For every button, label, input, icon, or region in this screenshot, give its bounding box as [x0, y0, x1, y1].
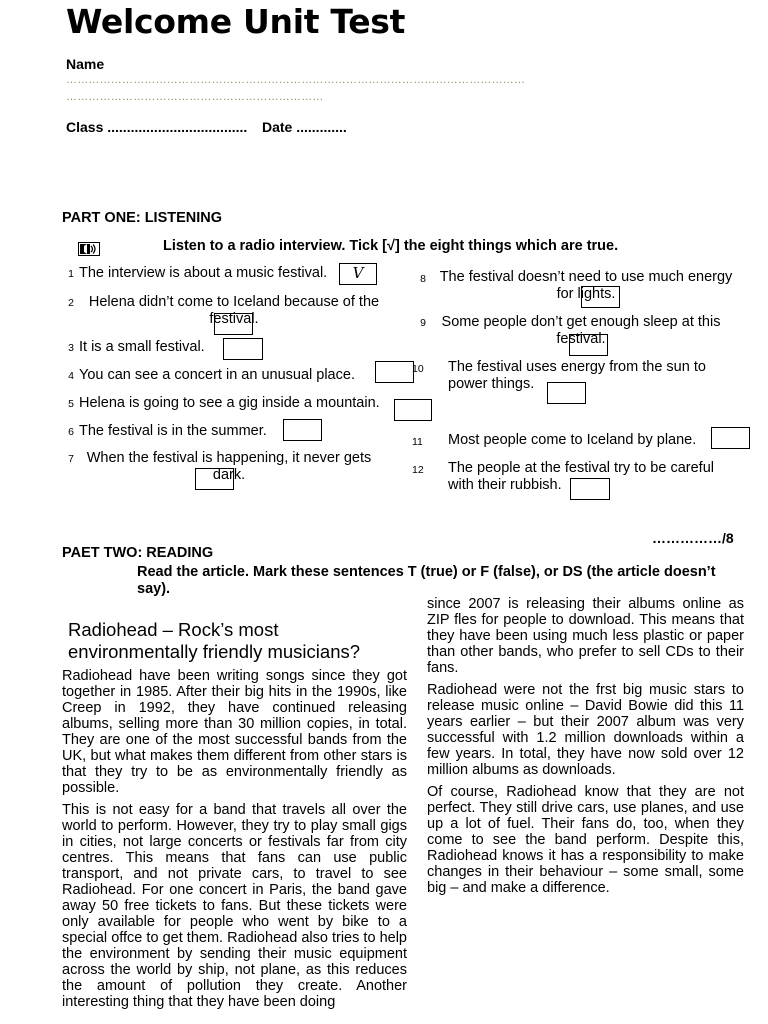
answer-box-5[interactable]	[394, 399, 432, 421]
name-field-line-1[interactable]: ……………………………………………………………………………………………………………	[66, 74, 526, 86]
answer-box-9[interactable]	[569, 334, 608, 356]
answer-box-3[interactable]	[223, 338, 263, 360]
item-number: 7	[68, 453, 74, 465]
name-field-line-2[interactable]: ……………………………………………………………	[66, 91, 324, 103]
statement-4: You can see a concert in an unusual place.	[79, 367, 355, 383]
page-title: Welcome Unit Test	[66, 2, 406, 41]
item-number: 9	[420, 317, 426, 329]
article-left-column	[62, 668, 407, 1016]
statement-3: It is a small festival.	[79, 339, 205, 355]
class-field[interactable]: Class ....................................	[66, 119, 248, 135]
audio-speaker-icon[interactable]	[78, 242, 100, 256]
answer-box-10[interactable]	[547, 382, 586, 404]
name-label: Name	[66, 56, 105, 72]
item-number: 8	[420, 273, 426, 285]
article-paragraph: Radiohead have been writing songs since they got together in 1985. After their big hits in the 1990s, like Creep in 1992, they have continued releasing albums, selling more than 30 million copies, in total. They are one of the most successful bands from the UK, but what makes them different from other stars is that they try to be as environmentally friendly as possible.	[62, 668, 407, 796]
statement-5: Helena is going to see a gig inside a mountain.	[79, 395, 380, 411]
answer-box-12[interactable]	[570, 478, 610, 500]
item-number: 11	[412, 436, 423, 448]
part-one-score: ……………/8	[652, 530, 734, 546]
answer-box-8[interactable]	[581, 286, 620, 308]
answer-box-4[interactable]	[375, 361, 414, 383]
item-number: 1	[68, 268, 74, 280]
statement-12: The people at the festival try to be careful with their rubbish.	[448, 460, 714, 493]
statement-8: The festival doesn’t need to use much energy for lights.	[439, 269, 733, 302]
item-number: 6	[68, 426, 74, 438]
article-title: Radiohead – Rock’s most environmentally friendly musicians?	[68, 619, 361, 662]
answer-box-1[interactable]: V	[339, 263, 377, 285]
item-number: 12	[412, 464, 424, 476]
statement-6: The festival is in the summer.	[79, 423, 267, 439]
item-number: 2	[68, 297, 74, 309]
date-field[interactable]: Date .............	[262, 119, 347, 135]
statement-7: When the festival is happening, it never gets dark.	[86, 450, 372, 483]
article-paragraph: since 2007 is releasing their albums online as ZIP fles for people to download. This means that they have been using much less plastic or paper than other bands, who prefer to sell CDs to their fans.	[427, 596, 744, 676]
answer-box-2[interactable]	[214, 313, 253, 335]
article-paragraph: Of course, Radiohead know that they are not perfect. They still drive cars, use planes, and use up a lot of fuel. Their fans do, too, when they come to see the band perform. Despite this, Radiohead knows it has a responsibility to make changes in their behaviour – some small, some big – and make a difference.	[427, 784, 744, 896]
part-one-heading: PART ONE: LISTENING	[62, 210, 223, 226]
answer-box-6[interactable]	[283, 419, 322, 441]
answer-box-7[interactable]	[195, 468, 234, 490]
article-paragraph: Radiohead were not the frst big music stars to release music online – David Bowie did this 11 years earlier – but their 2007 album was very successful with 1.2 million downloads within a few years. In total, they have now sold over 12 million albums as downloads.	[427, 682, 744, 778]
statement-11: Most people come to Iceland by plane.	[448, 432, 697, 448]
answer-box-11[interactable]	[711, 427, 750, 449]
item-number: 5	[68, 398, 74, 410]
part-one-instruction: Listen to a radio interview. Tick [√] the eight things which are true.	[163, 238, 619, 254]
statement-1: The interview is about a music festival.	[79, 265, 328, 281]
item-number: 10	[412, 363, 424, 375]
article-right-column	[427, 596, 744, 902]
statement-2: Helena didn’t come to Iceland because of the festival.	[88, 294, 380, 327]
statement-9: Some people don’t get enough sleep at this festival.	[441, 314, 721, 347]
item-number: 3	[68, 342, 74, 354]
statement-10: The festival uses energy from the sun to power things.	[448, 359, 706, 392]
part-two-heading: PAET TWO: READING	[62, 545, 214, 561]
part-two-instruction: Read the article. Mark these sentences T (true) or F (false), or DS (the article doesn’t say).	[137, 564, 716, 597]
item-number: 4	[68, 370, 74, 382]
article-paragraph: This is not easy for a band that travels all over the world to perform. However, they try to play small gigs in cities, not large concerts or festivals far from city centres. This means that fans can use public transport, and not private cars, to travel to see Radiohead. For one concert in Paris, the band gave away 50 free tickets to fans. But these tickets were only available for people who went by bike to a special offce to get them. Radiohead also tries to help the environment by sending their music equipment across the world by ship, not plane, as this reduces the amount of pollution they create. Another interesting thing that they have been doing	[62, 802, 407, 1010]
